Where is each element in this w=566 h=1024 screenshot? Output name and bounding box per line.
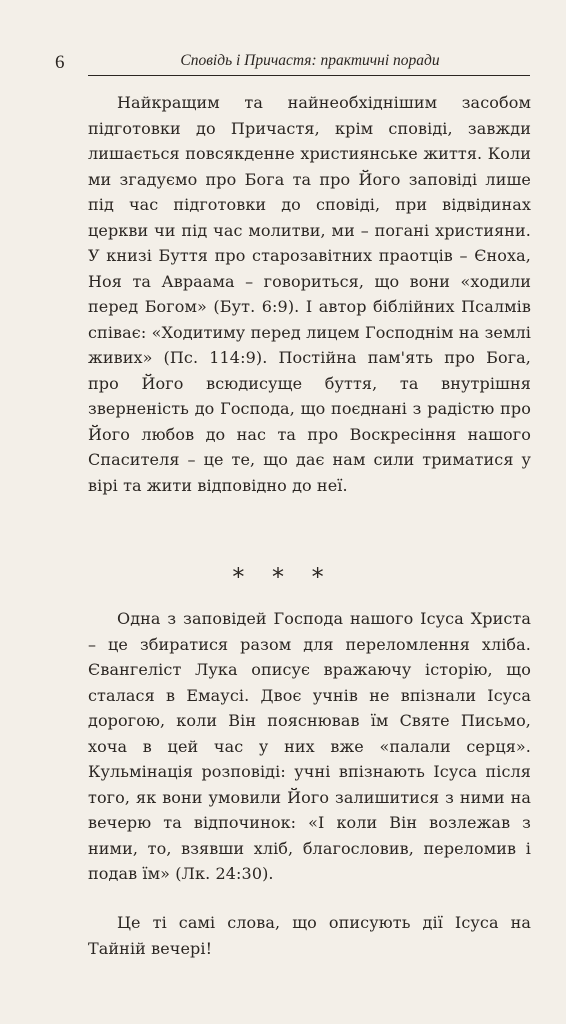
running-title: Сповідь і Причастя: практичні поради [180, 52, 440, 69]
paragraph-2: Одна з заповідей Господа нашого Ісуса Христа – це збиратися разом для переломлення хліба. Євангеліст Лука описує вражаючу історію, що сталася в Емаусі. Двоє учнів не впізнали Ісуса дорогою, коли Він пояснював їм Святе Письмо, хоча в цей час у них вже «палали серця». Кульмінація розповіді: учні впізнають Ісуса після того, як вони умовили Його залишитися з ними на вечерю та відпочинок: «І коли Він возлежав з ними, то, взявши хліб, благословив, переломив і подав їм» (Лк. 24:30). [88, 609, 531, 883]
header-rule [88, 75, 530, 76]
section-separator: * * * [232, 563, 334, 591]
text-block-3 [88, 910, 531, 961]
paragraph-1: Найкращим та найнеобхіднішим засобом підготовки до Причастя, крім сповіді, завжди лишається повсякденне християнське життя. Коли ми згадуємо про Бога та про Його заповіді лише під час підготовки до сповіді, при відвідинах церкви чи під час молитви, ми – погані християни. У книзі Буття про старозавітних праотців – Єноха, Ноя та Авраама – говориться, що вони «ходили перед Богом» (Бут. 6:9). І автор біблійних Псалмів співає: «Ходитиму перед лицем Господнім на землі живих» (Пс. 114:9). Постійна пам'ять про Бога, про Його всюдисуще буття, та внутрішня зверненість до Господа, що поєднані з радістю про Його любов до нас та про Воскресіння нашого Спасителя – це те, що дає нам сили триматися у вірі та жити відповідно до неї. [88, 93, 531, 495]
paragraph-3: Це ті самі слова, що описують дії Ісуса на Тайній вечері! [88, 913, 531, 958]
text-block-2 [88, 606, 531, 887]
page-number: 6 [55, 52, 65, 73]
text-block-1 [88, 90, 531, 498]
